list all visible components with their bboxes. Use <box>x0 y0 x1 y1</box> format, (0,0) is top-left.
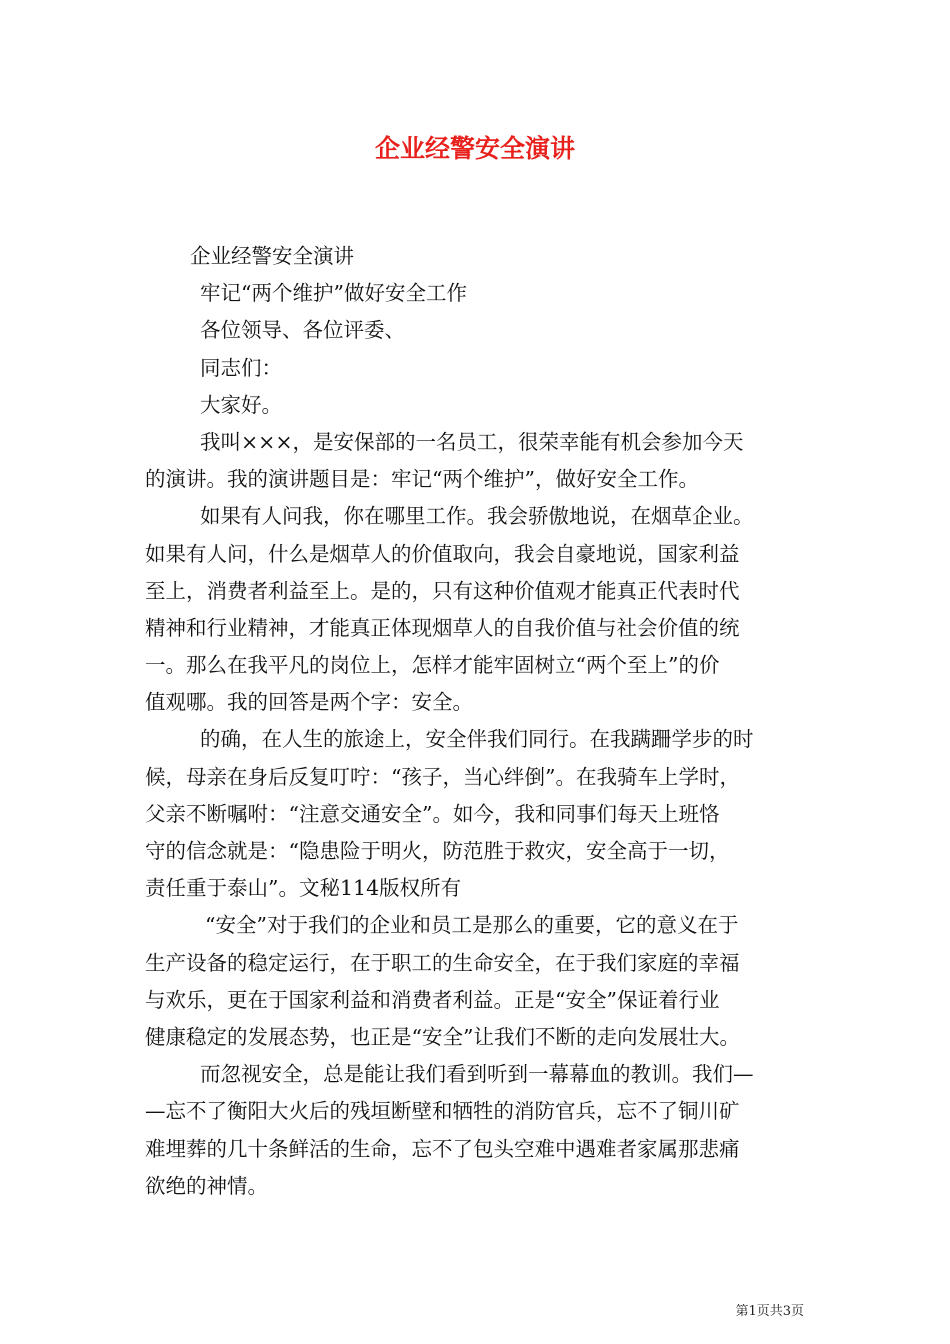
paragraph-line: 生产设备的稳定运行，在于职工的生命安全，在于我们家庭的幸福 <box>145 950 740 975</box>
paragraph-line: 至上，消费者利益至上。是的，只有这种价值观才能真正代表时代 <box>145 578 740 603</box>
paragraph-line: 如果有人问，什么是烟草人的价值取向，我会自豪地说，国家利益 <box>145 541 740 566</box>
paragraph-line: 守的信念就是：“隐患险于明火，防范胜于救灾，安全高于一切， <box>145 839 730 863</box>
paragraph-line: 值观哪。我的回答是两个字：安全。 <box>145 690 473 715</box>
body-line-subtitle: 企业经警安全演讲 <box>190 244 354 268</box>
paragraph-line: 而忽视安全，总是能让我们看到听到一幕幕血的教训。我们— <box>200 1062 754 1087</box>
paragraph-line: 与欢乐，更在于国家利益和消费者利益。正是“安全”保证着行业 <box>145 987 720 1012</box>
paragraph-line: 候，母亲在身后反复叮咛：“孩子，当心绊倒”。在我骑车上学时， <box>145 764 740 789</box>
body-line-salutation: 各位领导、各位评委、 <box>200 318 405 343</box>
paragraph-line: —忘不了衡阳大火后的残垣断壁和牺牲的消防官兵，忘不了铜川矿 <box>145 1099 740 1124</box>
paragraph-line: 的确，在人生的旅途上，安全伴我们同行。在我蹒跚学步的时 <box>200 727 754 752</box>
document-title: 企业经警安全演讲 <box>374 134 575 163</box>
paragraph-line: 我叫×××，是安保部的一名员工，很荣幸能有机会参加今天 <box>200 429 744 454</box>
paragraph-line: 如果有人问我，你在哪里工作。我会骄傲地说，在烟草企业。 <box>200 504 754 529</box>
paragraph-line: 健康稳定的发展态势，也正是“安全”让我们不断的走向发展壮大。 <box>145 1024 740 1049</box>
paragraph-line: 父亲不断嘱咐：“注意交通安全”。如今，我和同事们每天上班恪 <box>145 801 720 826</box>
paragraph-line: 责任重于泰山”。文秘114版权所有 <box>145 876 462 901</box>
paragraph-line: “安全”对于我们的企业和员工是那么的重要，它的意义在于 <box>205 913 739 938</box>
body-line-salutation: 同志们： <box>200 355 282 380</box>
paragraph-line: 欲绝的神情。 <box>145 1173 268 1198</box>
body-line-theme: 牢记“两个维护”做好安全工作 <box>200 281 467 306</box>
paragraph-line: 难埋葬的几十条鲜活的生命，忘不了包头空难中遇难者家属那悲痛 <box>145 1136 740 1161</box>
paragraph-line: 精神和行业精神，才能真正体现烟草人的自我价值与社会价值的统 <box>145 615 740 640</box>
body-line-greeting: 大家好。 <box>200 392 282 417</box>
paragraph-line: 一。那么在我平凡的岗位上，怎样才能牢固树立“两个至上”的价 <box>145 653 720 678</box>
page-number-footer: 第1页共3页 <box>735 1304 804 1319</box>
document-body <box>145 238 807 1205</box>
paragraph-line: 的演讲。我的演讲题目是：牢记“两个维护”，做好安全工作。 <box>145 467 699 492</box>
